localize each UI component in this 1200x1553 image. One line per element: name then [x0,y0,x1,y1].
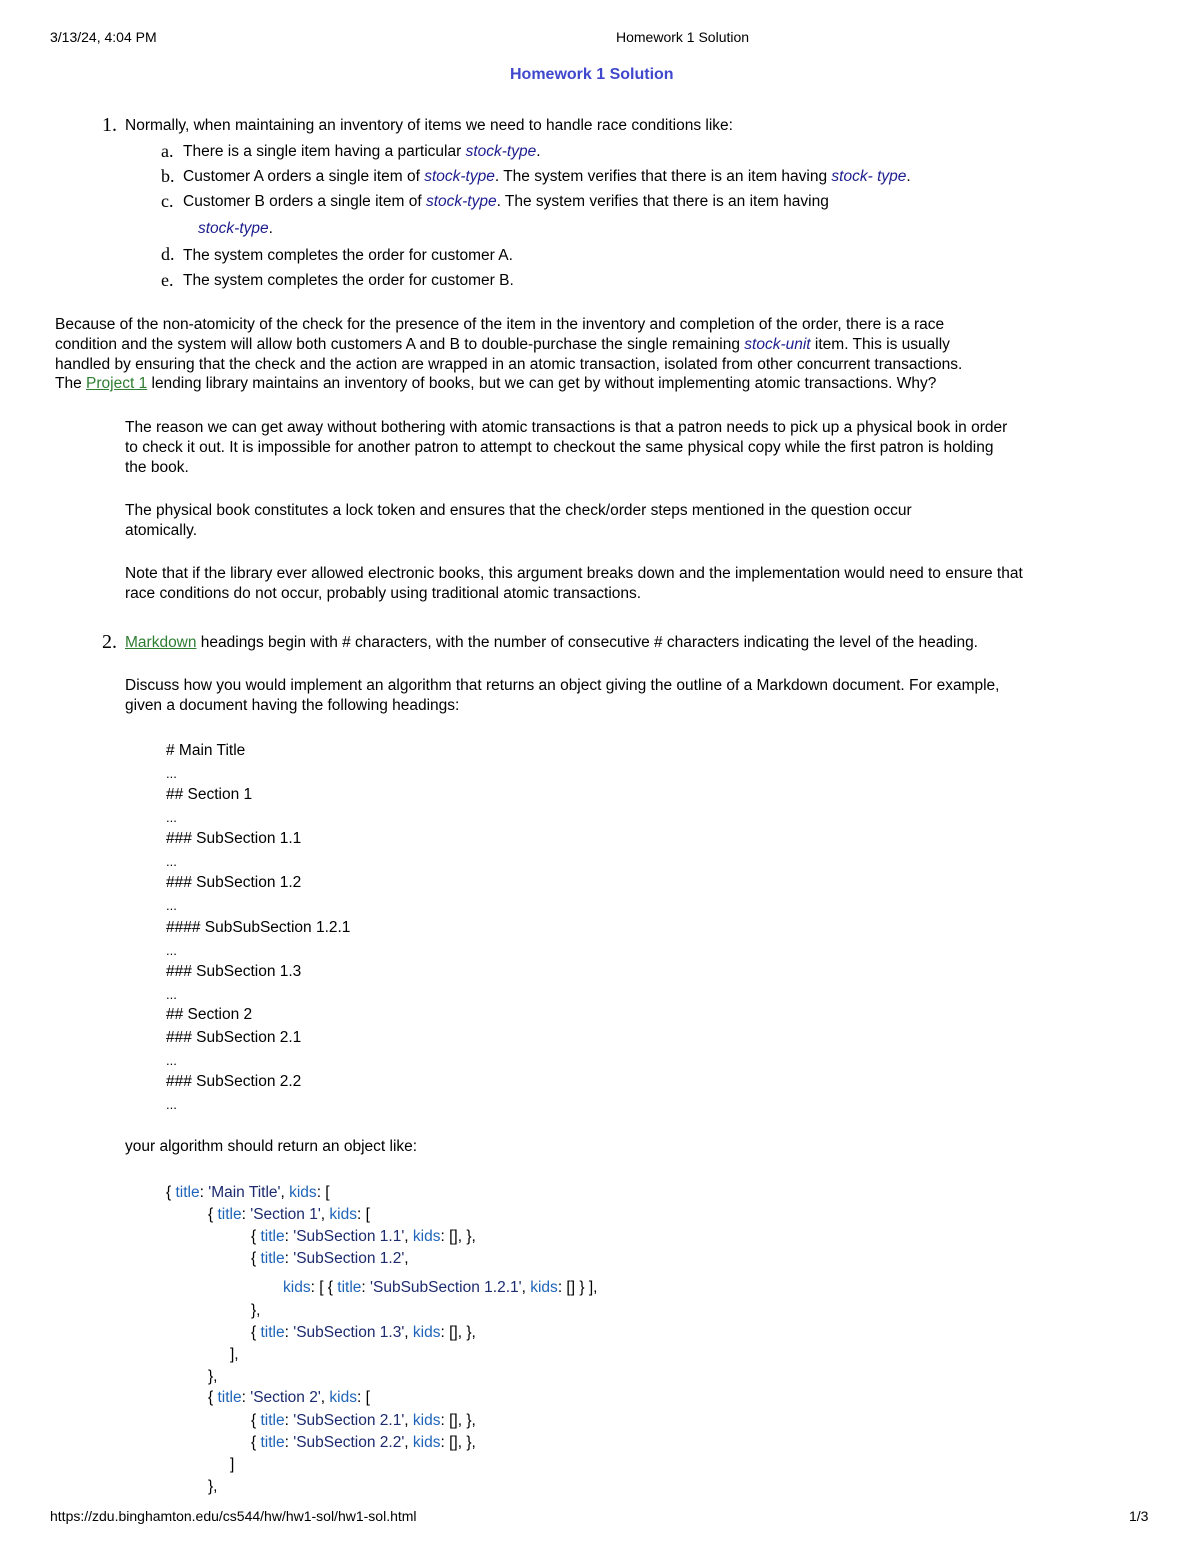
list-letter-b: b. [161,166,175,186]
ellipsis-line: ... [166,943,177,958]
code-key: kids [289,1184,317,1201]
item-a-text: There is a single item having a particular [183,143,466,160]
code-string: 'SubSection 2.1' [293,1412,405,1429]
item-b-text: Customer A orders a single item of [183,168,425,185]
code-key: title [337,1279,362,1296]
discuss-line: Discuss how you would implement an algorithm that returns an object giving the outline of a Markdown document. For example, [125,677,1000,694]
heading-example-line: ## Section 2 [166,1006,253,1023]
code-key: kids [329,1206,357,1223]
stock-type-term: stock-type [465,143,537,160]
paragraph-line [55,335,950,355]
list-item-e: The system completes the order for customer B. [183,272,514,289]
code-key: title [175,1184,200,1201]
ellipsis-line: ... [166,854,177,869]
paragraph-line: Because of the non-atomicity of the check for the presence of the item in the inventory and completion of the order, there is a race [55,316,945,333]
discuss-paragraph [125,676,999,716]
code-line: { title: 'SubSection 1.3', kids: [], }, [251,1324,476,1341]
item-c-text: Customer B orders a single item of [183,193,426,210]
ellipsis-line: ... [166,987,177,1002]
code-line: kids: [ { title: 'SubSubSection 1.2.1', kids: [] } ], [283,1279,598,1296]
ellipsis-line: ... [166,1097,177,1112]
paragraph-line [55,374,936,394]
ellipsis-line: ... [166,810,177,825]
code-key: title [260,1412,285,1429]
code-line: }, [208,1478,218,1495]
code-key: kids [412,1324,441,1341]
code-string: 'SubSection 1.2' [293,1250,405,1267]
paragraph-line: handled by ensuring that the check and the action are wrapped in an atomic transaction, isolated from other concurrent transactions. [55,356,963,373]
ellipsis-line: ... [166,898,177,913]
code-key: title [217,1389,242,1406]
answer-line: The physical book constitutes a lock token and ensures that the check/order steps mentioned in the question occur [125,502,912,519]
code-key: kids [412,1434,441,1451]
answer-line: to check it out. It is impossible for another patron to attempt to checkout the same physical copy while the first patron is holding [125,439,994,456]
heading-example-line: ## Section 1 [166,786,253,803]
code-string: 'SubSection 2.2' [293,1434,405,1451]
code-key: title [217,1206,242,1223]
heading-example-line: # Main Title [166,742,246,759]
item-b-post: . [906,168,911,185]
item-c-mid: . The system verifies that there is an item having [496,193,829,210]
code-string: 'Main Title' [208,1184,281,1201]
item-b-mid: . The system verifies that there is an item having [494,168,832,185]
question-1-intro: Normally, when maintaining an inventory of items we need to handle race conditions like: [125,117,733,134]
answer-line: race conditions do not occur, probably using traditional atomic transactions. [125,585,642,602]
code-line: { title: 'Section 2', kids: [ [208,1389,370,1406]
list-letter-c: c. [161,191,174,211]
code-string: 'Section 2' [250,1389,321,1406]
markdown-link[interactable]: Markdown [125,634,197,651]
code-key: title [260,1324,285,1341]
code-line: { title: 'Main Title', kids: [ [166,1184,330,1201]
heading-example-line: ### SubSection 1.2 [166,874,302,891]
print-datetime: 3/13/24, 4:04 PM [50,29,157,45]
answer-line: the book. [125,459,189,476]
list-item-c-continued [198,219,273,239]
code-line: { title: 'SubSection 2.2', kids: [], }, [251,1434,476,1451]
code-string: 'SubSection 1.1' [293,1228,405,1245]
code-line: ], [230,1346,239,1363]
code-line: { title: 'SubSection 1.2', [251,1250,409,1267]
code-key: kids [283,1279,311,1296]
stock-type-term: stock- type [831,168,907,185]
question-2-text: headings begin with # characters, with the number of consecutive # characters indicating the level of the heading. [196,634,978,651]
paragraph-text: The [55,375,87,392]
list-letter-d: d. [161,244,175,264]
code-string: 'SubSection 1.3' [293,1324,405,1341]
list-letter-a: a. [161,141,174,161]
print-header-title: Homework 1 Solution [616,29,750,45]
code-key: title [260,1250,285,1267]
project-1-link[interactable]: Project 1 [86,375,148,392]
answer-line: atomically. [125,522,198,539]
question-number-2: 2. [102,631,117,653]
answer-line: The reason we can get away without bothering with atomic transactions is that a patron needs to pick up a physical book in order [125,419,1008,436]
stock-type-term: stock-type [424,168,495,185]
print-page-number: 1/3 [1129,1508,1149,1524]
list-letter-e: e. [161,270,174,290]
stock-unit-term: stock-unit [744,336,811,353]
code-key: kids [329,1389,357,1406]
question-2-intro [125,633,978,653]
stock-type-term: stock-type [198,220,269,237]
answer-paragraph-2 [125,501,912,541]
paragraph-text: lending library maintains an inventory of books, but we can get by without implementing atomic transactions. Why? [147,375,937,392]
code-line: ] [230,1456,235,1473]
heading-example-line: ### SubSection 1.3 [166,963,302,980]
code-line: }, [208,1368,218,1385]
question-number-1: 1. [102,114,117,136]
code-line: { title: 'Section 1', kids: [ [208,1206,370,1223]
item-c-post: . [268,220,273,237]
heading-example-line: ### SubSection 1.1 [166,830,302,847]
code-line: { title: 'SubSection 1.1', kids: [], }, [251,1228,476,1245]
ellipsis-line: ... [166,1053,177,1068]
paragraph-text: condition and the system will allow both customers A and B to double-purchase the single remaining [55,336,745,353]
heading-example-line: ### SubSection 2.2 [166,1073,302,1090]
code-line: { title: 'SubSection 2.1', kids: [], }, [251,1412,476,1429]
heading-example-line: #### SubSubSection 1.2.1 [166,919,351,936]
code-line: }, [251,1302,261,1319]
code-key: kids [412,1228,441,1245]
print-footer-url: https://zdu.binghamton.edu/cs544/hw/hw1-sol/hw1-sol.html [50,1508,417,1524]
ellipsis-line: ... [166,766,177,781]
stock-type-term: stock-type [425,193,497,210]
code-key: kids [530,1279,558,1296]
heading-example-line: ### SubSection 2.1 [166,1029,302,1046]
list-item-d: The system completes the order for customer A. [183,247,513,264]
answer-paragraph-1 [125,418,1007,478]
page-title: Homework 1 Solution [510,66,674,83]
answer-line: Note that if the library ever allowed electronic books, this argument breaks down and the implementation would need to ensure that [125,565,1023,582]
code-key: title [260,1228,285,1245]
list-item-b [183,167,911,187]
item-a-post: . [536,143,541,160]
paragraph-text: item. This is usually [810,336,950,353]
list-item-c [183,192,829,212]
code-key: kids [412,1412,441,1429]
code-string: 'SubSubSection 1.2.1' [370,1279,522,1296]
discuss-line: given a document having the following headings: [125,697,460,714]
answer-paragraph-3 [125,564,1023,604]
code-string: 'Section 1' [250,1206,321,1223]
return-text: your algorithm should return an object like: [125,1138,418,1155]
list-item-a [183,142,541,162]
code-key: title [260,1434,285,1451]
